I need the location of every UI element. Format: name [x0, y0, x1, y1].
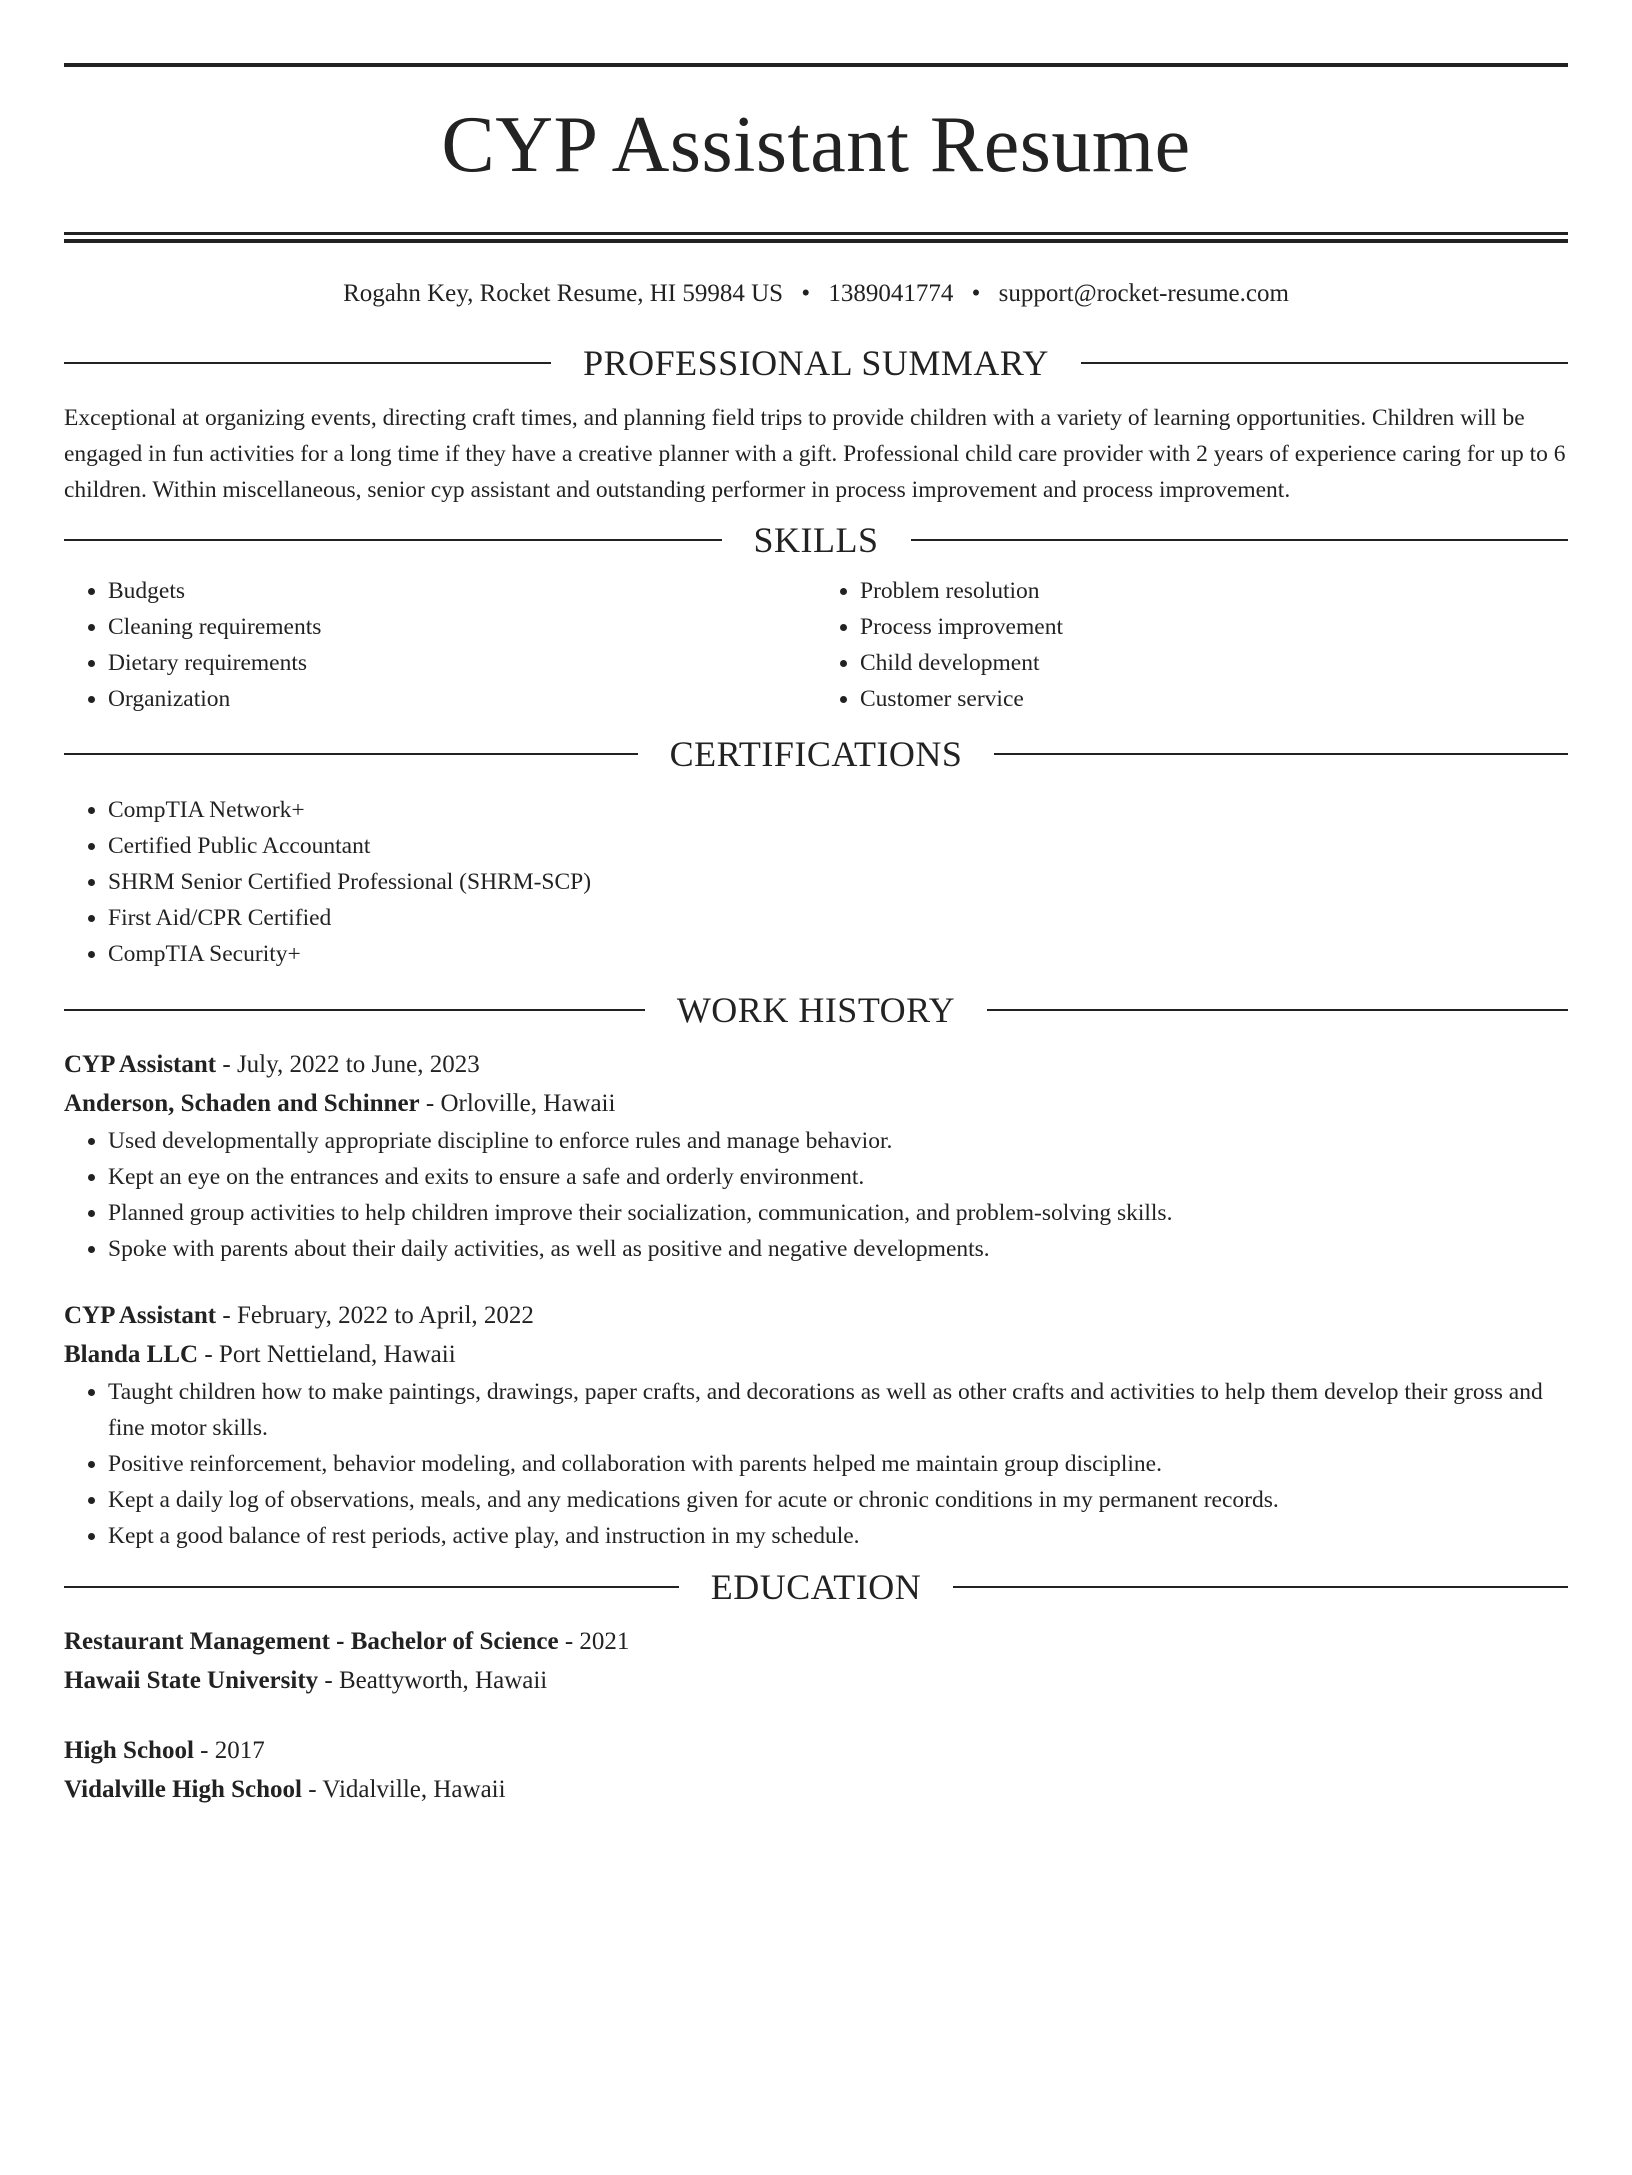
skills-heading: SKILLS [753, 519, 879, 560]
job-title: CYP Assistant [64, 1301, 217, 1329]
contact-email: support@rocket-resume.com [998, 279, 1289, 307]
contact-address: Rogahn Key, Rocket Resume, HI 59984 US [343, 279, 784, 307]
job-location: Port Nettieland, Hawaii [218, 1340, 456, 1368]
dash: - [216, 1050, 237, 1078]
skill-item: • Child development [860, 645, 1568, 681]
certifications-heading: CERTIFICATIONS [669, 733, 963, 774]
skill-item: • Problem resolution [860, 573, 1568, 609]
job-bullet: • Positive reinforcement, behavior modeling, and collaboration with parents helped me maintain group discipline. [108, 1446, 1568, 1482]
dash: - [193, 1736, 215, 1764]
education-school-line [64, 1661, 1568, 1700]
job-bullet: • Used developmentally appropriate discipline to enforce rules and manage behavior. [108, 1123, 1568, 1159]
job-title: CYP Assistant [64, 1050, 217, 1078]
contact-separator: • [971, 279, 981, 307]
job-bullet: • Spoke with parents about their daily activities, as well as positive and negative developments. [108, 1231, 1568, 1267]
skill-item: • Cleaning requirements [108, 609, 816, 645]
dash: - [302, 1775, 323, 1803]
section-rule [64, 1009, 645, 1011]
certifications-list [64, 792, 1568, 972]
certification-item: • Certified Public Accountant [108, 828, 1568, 864]
skill-item: • Dietary requirements [108, 645, 816, 681]
work-heading: WORK HISTORY [676, 989, 956, 1030]
section-rule [64, 539, 722, 541]
certification-item: • SHRM Senior Certified Professional (SHRM-SCP) [108, 864, 1568, 900]
skill-item: • Budgets [108, 573, 816, 609]
job-company: Blanda LLC [64, 1340, 199, 1368]
job-bullets [64, 1374, 1568, 1554]
education-year: 2017 [214, 1736, 265, 1764]
certification-item: • CompTIA Network+ [108, 792, 1568, 828]
education-school: Hawaii State University [64, 1666, 319, 1694]
contact-line [64, 279, 1568, 309]
skills-list [64, 573, 1568, 717]
education-school-line [64, 1770, 1568, 1809]
education-school: Vidalville High School [64, 1775, 303, 1803]
section-rule [994, 753, 1568, 755]
job-dates: July, 2022 to June, 2023 [236, 1050, 480, 1078]
job-dates: February, 2022 to April, 2022 [236, 1301, 534, 1329]
education-section-header [64, 1566, 1568, 1608]
dash: - [318, 1666, 339, 1694]
education-location: Beattyworth, Hawaii [338, 1666, 548, 1694]
certification-item: • CompTIA Security+ [108, 936, 1568, 972]
section-rule [911, 539, 1569, 541]
job-title-line [64, 1296, 1568, 1335]
job-bullet: • Kept an eye on the entrances and exits to ensure a safe and orderly environment. [108, 1159, 1568, 1195]
contact-phone: 1389041774 [828, 279, 954, 307]
education-location: Vidalville, Hawaii [322, 1775, 506, 1803]
certifications-section-header [64, 733, 1568, 775]
skills-section-header [64, 519, 1568, 561]
education-degree: High School [64, 1736, 194, 1764]
skill-item: • Process improvement [860, 609, 1568, 645]
job-bullet: • Taught children how to make paintings, drawings, paper crafts, and decorations as well as other crafts and activities to help them develop their gross and fine motor skills. [108, 1374, 1568, 1446]
section-rule [64, 362, 551, 364]
job-entry [64, 1045, 1568, 1267]
job-title-line [64, 1045, 1568, 1084]
dash: - [198, 1340, 219, 1368]
education-entry [64, 1622, 1568, 1700]
education-degree-line [64, 1731, 1568, 1770]
resume-title: CYP Assistant Resume [441, 101, 1191, 189]
section-rule [1081, 362, 1568, 364]
education-year: 2021 [579, 1627, 630, 1655]
education-degree-line [64, 1622, 1568, 1661]
job-company-line [64, 1084, 1568, 1123]
job-bullet: • Kept a daily log of observations, meals, and any medications given for acute or chronic conditions in my permanent records. [108, 1482, 1568, 1518]
skills-column-right [816, 573, 1568, 717]
job-bullets [64, 1123, 1568, 1267]
dash: - [216, 1301, 237, 1329]
section-rule [64, 1586, 679, 1588]
resume-page [0, 63, 1632, 2175]
skill-item: • Customer service [860, 681, 1568, 717]
education-entry [64, 1731, 1568, 1809]
education-degree: Restaurant Management - Bachelor of Science [64, 1627, 559, 1655]
top-rule [64, 63, 1568, 67]
dash: - [419, 1089, 441, 1117]
certification-item: • First Aid/CPR Certified [108, 900, 1568, 936]
skills-column-left [64, 573, 816, 717]
contact-separator: • [801, 279, 811, 307]
job-bullet: • Planned group activities to help children improve their socialization, communication, and problem-solving skills. [108, 1195, 1568, 1231]
section-rule [953, 1586, 1568, 1588]
section-rule [64, 753, 638, 755]
summary-section-header [64, 342, 1568, 384]
skill-item: • Organization [108, 681, 816, 717]
summary-text: Exceptional at organizing events, directing craft times, and planning field trips to provide children with a variety of learning opportunities. Children will be engaged in fun activities for a long time if they have a creative planner with a gift. Professional child care provider with 2 years of experience caring for up to 6 children. Within miscellaneous, senior cyp assistant and outstanding performer in process improvement and process improvement. [64, 404, 1566, 503]
job-bullet: • Kept a good balance of rest periods, active play, and instruction in my schedule. [108, 1518, 1568, 1554]
job-company-line [64, 1335, 1568, 1374]
dash: - [558, 1627, 580, 1655]
work-section-header [64, 989, 1568, 1031]
title-double-rule [64, 232, 1568, 243]
job-company: Anderson, Schaden and Schinner [64, 1089, 420, 1117]
job-location: Orloville, Hawaii [440, 1089, 616, 1117]
section-rule [987, 1009, 1568, 1011]
job-entry [64, 1296, 1568, 1554]
education-heading: EDUCATION [710, 1566, 922, 1607]
summary-heading: PROFESSIONAL SUMMARY [583, 342, 1049, 383]
